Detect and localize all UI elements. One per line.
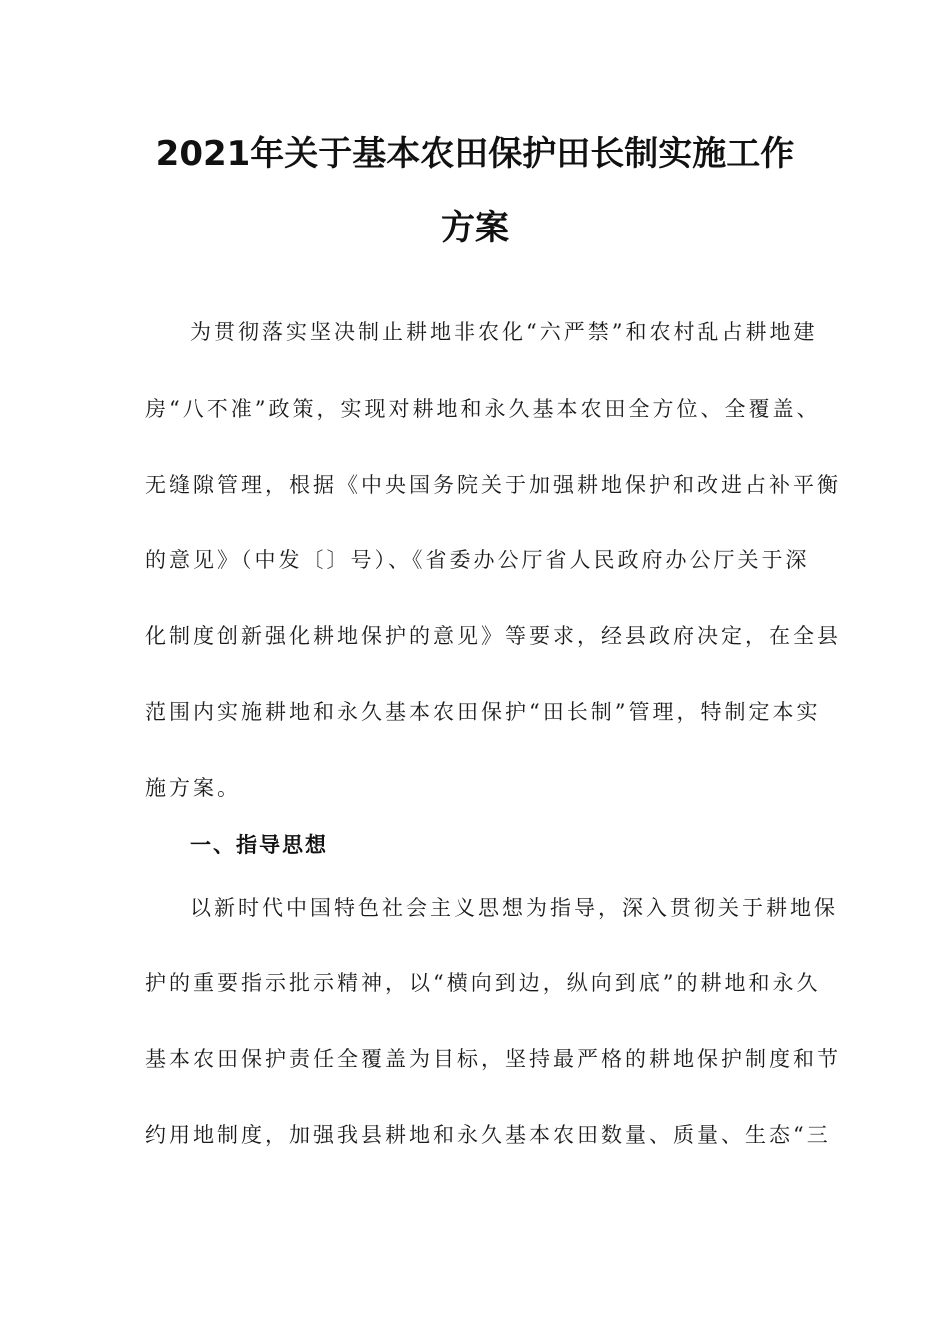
paragraph-1-line-7: 施方案。	[145, 776, 241, 800]
document-title-line-1: 2021年关于基本农田保护田长制实施工作	[155, 134, 795, 174]
paragraph-2-line-1: 以新时代中国特色社会主义思想为指导，深入贯彻关于耕地保	[190, 896, 838, 920]
paragraph-1-line-3: 无缝隙管理，根据《中央国务院关于加强耕地保护和改进占补平衡	[145, 473, 841, 497]
paragraph-1-line-2: 房“八不准”政策，实现对耕地和永久基本农田全方位、全覆盖、	[145, 397, 821, 421]
document-title-line-2: 方案	[441, 208, 509, 248]
paragraph-1-line-5: 化制度创新强化耕地保护的意见》等要求，经县政府决定，在全县	[145, 624, 841, 648]
paragraph-1-line-4: 的意见》（中发〔〕号）、《省委办公厅省人民政府办公厅关于深	[145, 548, 810, 572]
paragraph-1-line-6: 范围内实施耕地和永久基本农田保护“田长制”管理，特制定本实	[145, 700, 821, 724]
section-heading-guiding-ideology: 一、指导思想	[190, 833, 328, 857]
paragraph-1-line-1: 为贯彻落实坚决制止耕地非农化“六严禁”和农村乱占耕地建	[190, 320, 818, 344]
paragraph-2-line-2: 护的重要指示批示精神，以“横向到边，纵向到底”的耕地和永久	[145, 971, 821, 995]
paragraph-2-line-4: 约用地制度，加强我县耕地和永久基本农田数量、质量、生态“三	[145, 1123, 831, 1147]
paragraph-2-line-3: 基本农田保护责任全覆盖为目标，坚持最严格的耕地保护制度和节	[145, 1047, 841, 1071]
